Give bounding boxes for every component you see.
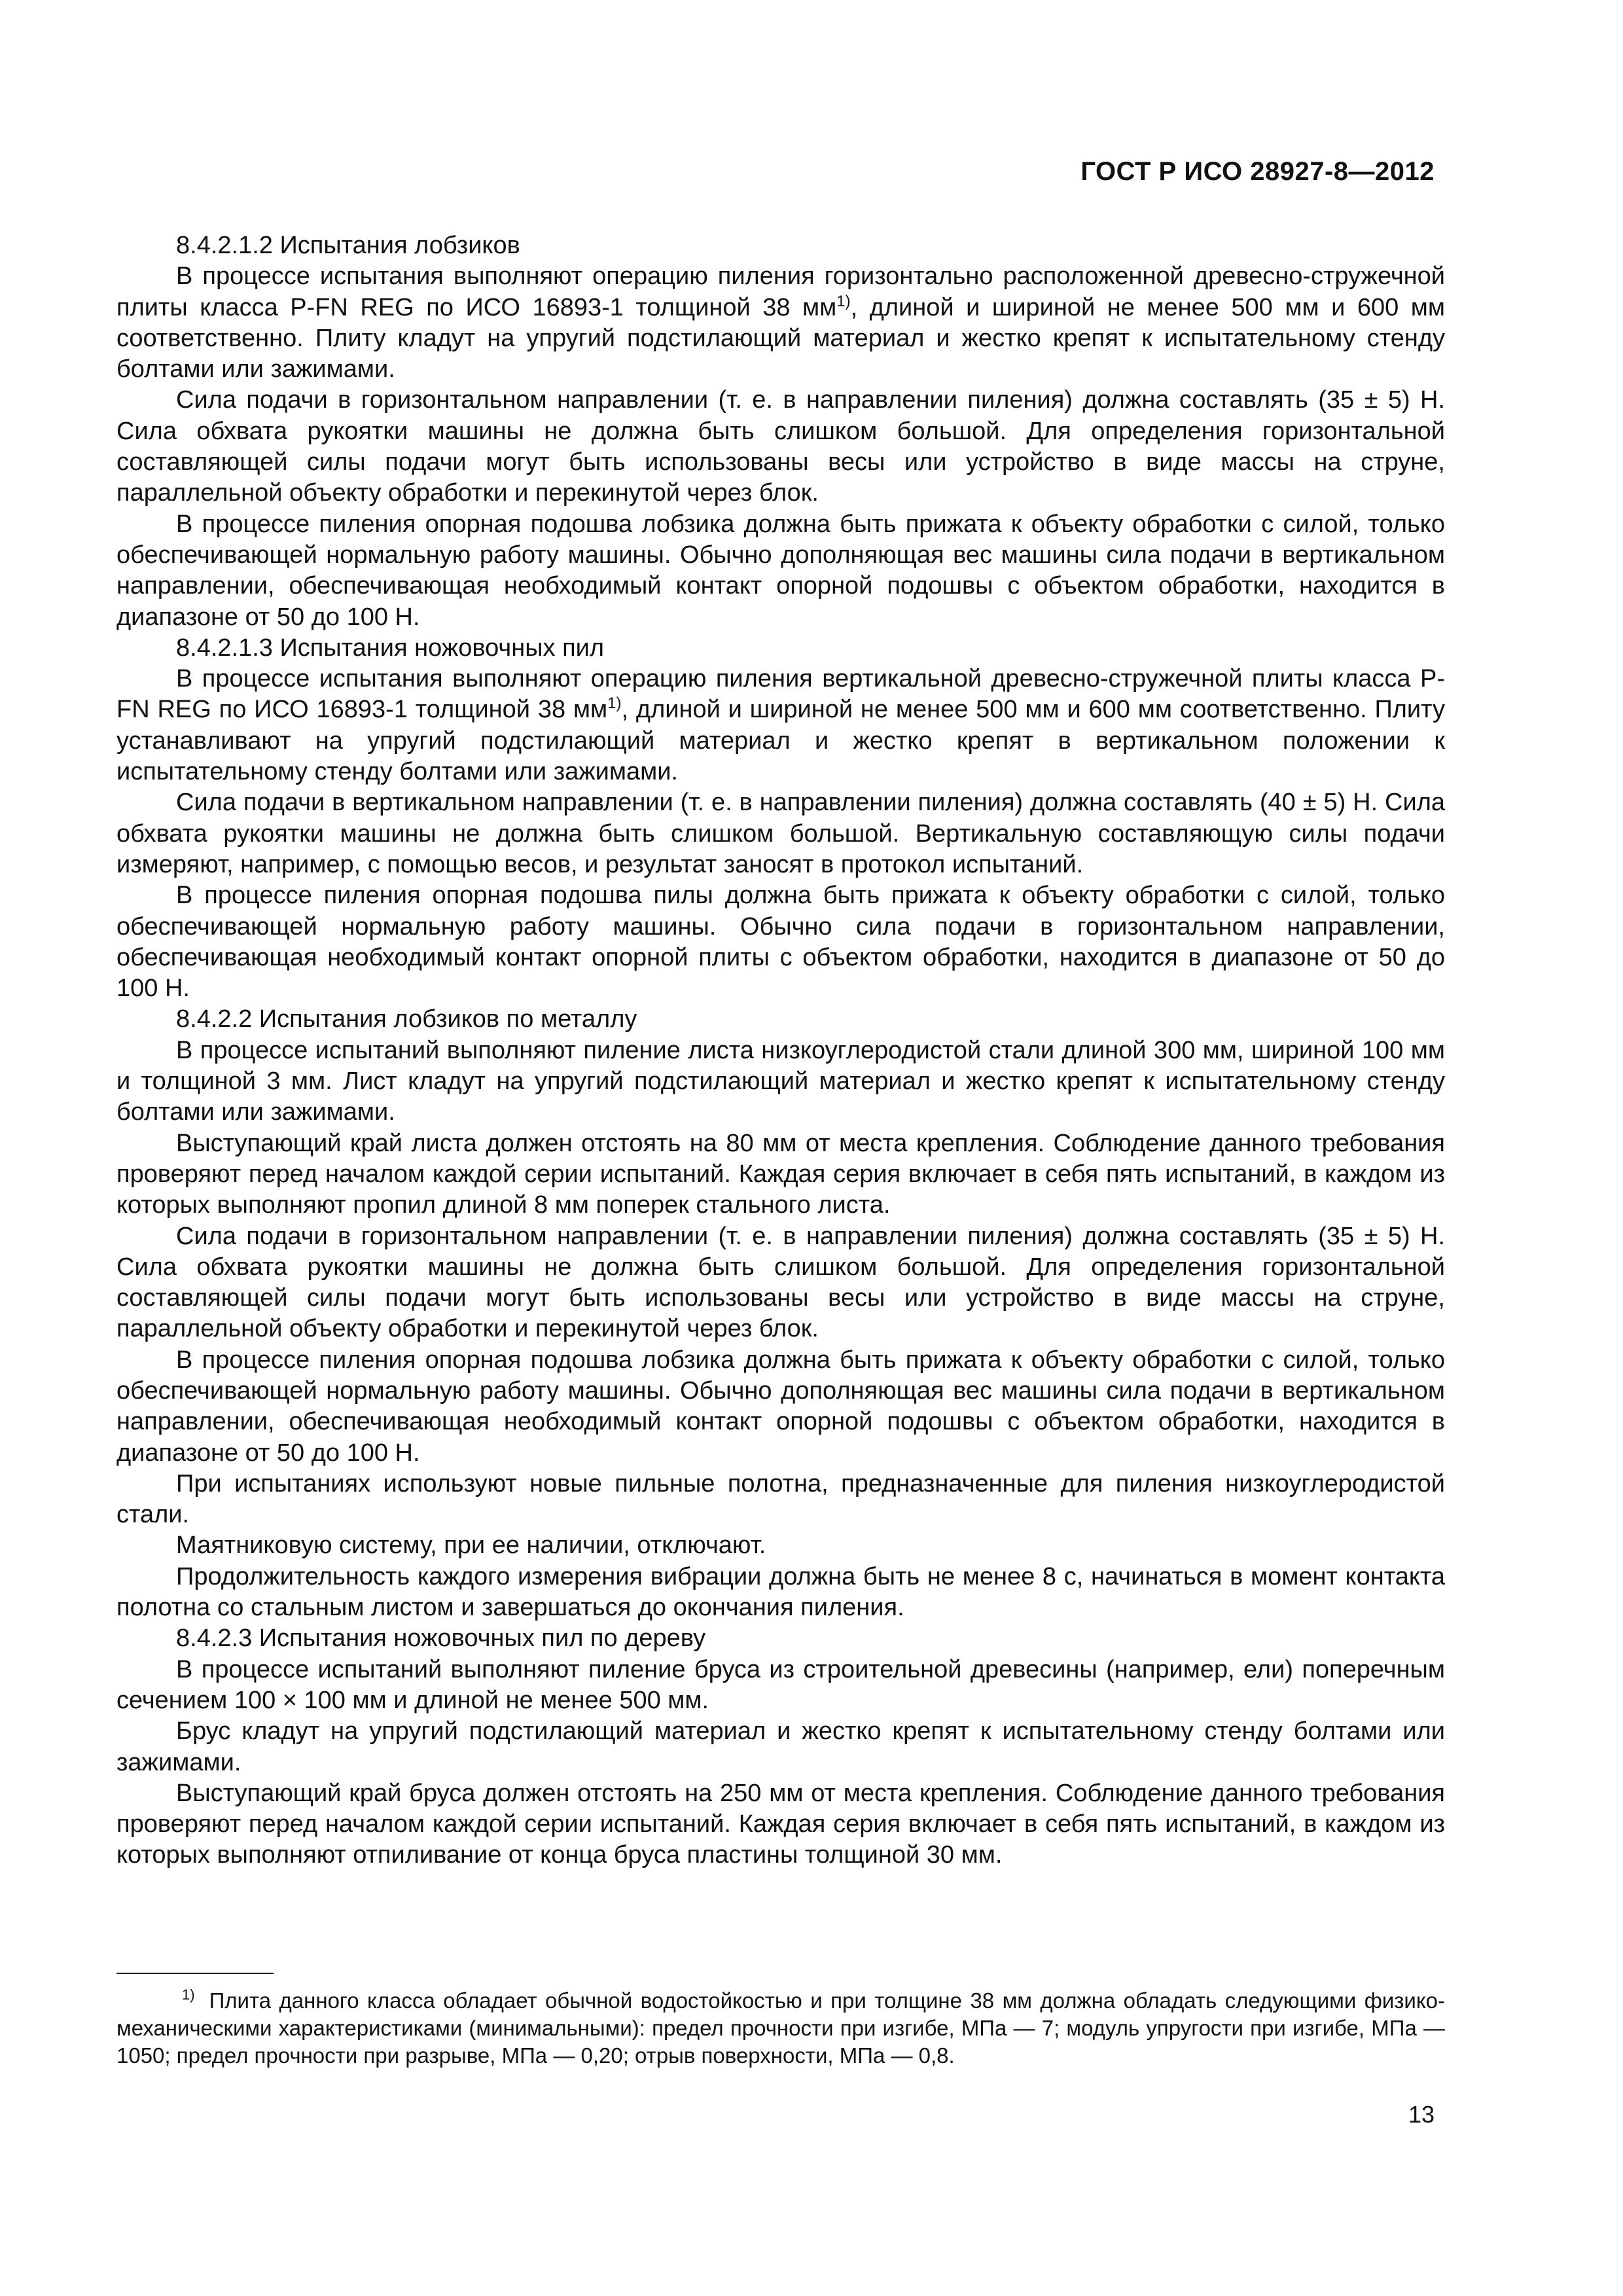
- footnote-text: Плита данного класса обладает обычной водостойкостью и при толщине 38 мм должна обладать следующими физико-механическими характеристиками (минимальными): предел прочности при изгибе, МПа — 7; модуль упругости при изгибе, МПа — 1050; предел прочности при разрыве, МПа — 0,20; отрыв поверхности, МПа — 0,8.: [116, 1988, 1445, 2068]
- paragraph: В процессе испытаний выполняют пиление листа низкоуглеродистой стали длиной 300 мм, шириной 100 мм и толщиной 3 мм. Лист кладут на упругий подстилающий материал и жестко крепят к испытательному стенду болтами или зажимами.: [116, 1036, 1445, 1126]
- paragraph: Маятниковую систему, при ее наличии, отключают.: [176, 1532, 766, 1560]
- paragraph: В процессе пиления опорная подошва лобзика должна быть прижата к объекту обработки с силой, только обеспечивающей нормальную работу машины. Обычно дополняющая вес машины сила подачи в вертикальном направлении, обеспечивающая необходимый контакт опорной подошвы с объектом обработки, находится в диапазоне от 50 до 100 Н.: [116, 1346, 1445, 1467]
- paragraph: Сила подачи в вертикальном направлении (т. е. в направлении пиления) должна составлять (40 ± 5) Н. Сила обхвата рукоятки машины не должна быть слишком большой. Вертикальную составляющую силы подачи измеряют, например, с помощью весов, и результат заносят в протокол испытаний.: [116, 789, 1445, 878]
- paragraph-text: В процессе испытания выполняют операцию пиления горизонтально расположенной древесно-стружечной плиты класса P-FN REG по ИСО 16893-1 толщиной 38 мм: [116, 262, 1445, 321]
- paragraph: В процессе пиления опорная подошва лобзика должна быть прижата к объекту обработки с силой, только обеспечивающей нормальную работу машины. Обычно дополняющая вес машины сила подачи в вертикальном направлении, обеспечивающая необходимый контакт опорной подошвы с объектом обработки, находится в диапазоне от 50 до 100 Н.: [116, 510, 1445, 631]
- main-text: [116, 230, 1445, 1871]
- page-number: 13: [1408, 2101, 1435, 2128]
- paragraph-text: В процессе испытания выполняют операцию пиления вертикальной древесно-стружечной плиты класса P-FN REG по ИСО 16893-1 толщиной 38 мм: [116, 665, 1445, 724]
- paragraph: При испытаниях используют новые пильные полотна, предназначенные для пиления низкоуглеродистой стали.: [116, 1469, 1445, 1529]
- footnote-divider: [116, 1973, 274, 1974]
- paragraph: Продолжительность каждого измерения вибрации должна быть не менее 8 с, начинаться в момент контакта полотна со стальным листом и завершаться до окончания пиления.: [116, 1562, 1445, 1622]
- section-heading-8-4-2-2: 8.4.2.2 Испытания лобзиков по металлу: [176, 1005, 637, 1033]
- paragraph: Выступающий край бруса должен отстоять на 250 мм от места крепления. Соблюдение данного требования проверяют перед началом каждой серии испытаний. Каждая серия включает в себя пять испытаний, в каждом из которых выполняют отпиливание от конца бруса пластины толщиной 30 мм.: [116, 1779, 1445, 1869]
- footnote-ref: 1): [607, 694, 622, 713]
- paragraph: Сила подачи в горизонтальном направлении (т. е. в направлении пиления) должна составлять (35 ± 5) Н. Сила обхвата рукоятки машины не должна быть слишком большой. Для определения горизонтальной составляющей силы подачи могут быть использованы весы или устройство в виде массы на струне, параллельной объекту обработки и перекинутой через блок.: [116, 1222, 1445, 1343]
- paragraph: Брус кладут на упругий подстилающий материал и жестко крепят к испытательному стенду болтами или зажимами.: [116, 1717, 1445, 1776]
- paragraph: [116, 261, 1445, 385]
- footnotes: [116, 1987, 1445, 2070]
- section-heading-8-4-2-3: 8.4.2.3 Испытания ножовочных пил по дереву: [176, 1624, 706, 1653]
- paragraph: Выступающий край листа должен отстоять на 80 мм от места крепления. Соблюдение данного требования проверяют перед началом каждой серии испытаний. Каждая серия включает в себя пять испытаний, в каждом из которых выполняют пропил длиной 8 мм поперек стального листа.: [116, 1129, 1445, 1219]
- paragraph: В процессе испытаний выполняют пиление бруса из строительной древесины (например, ели) поперечным сечением 100 × 100 мм и длиной не менее 500 мм.: [116, 1655, 1445, 1714]
- footnote-ref: 1): [836, 292, 851, 310]
- footnote: [116, 1987, 1445, 2070]
- paragraph: Сила подачи в горизонтальном направлении (т. е. в направлении пиления) должна составлять (35 ± 5) Н. Сила обхвата рукоятки машины не должна быть слишком большой. Для определения горизонтальной составляющей силы подачи могут быть использованы весы или устройство в виде массы на струне, параллельной объекту обработки и перекинутой через блок.: [116, 386, 1445, 507]
- section-heading-8-4-2-1-3: 8.4.2.1.3 Испытания ножовочных пил: [176, 634, 605, 662]
- section-heading-8-4-2-1-2: 8.4.2.1.2 Испытания лобзиков: [176, 232, 520, 259]
- paragraph-text: , длиной и шириной не менее 500 мм и 600 мм соответственно. Плиту кладут на упругий подстилающий материал и жестко крепят к испытательному стенду болтами или зажимами.: [116, 293, 1445, 384]
- document-code-header: ГОСТ Р ИСО 28927-8—2012: [1080, 157, 1435, 186]
- paragraph: В процессе пиления опорная подошва пилы должна быть прижата к объекту обработки с силой, только обеспечивающей нормальную работу машины. Обычно сила подачи в горизонтальном направлении, обеспечивающая необходимый контакт опорной плиты с объектом обработки, находится в диапазоне от 50 до 100 Н.: [116, 882, 1445, 1003]
- paragraph-text: , длиной и шириной не менее 500 мм и 600 мм соответственно. Плиту устанавливают на упругий подстилающий материал и жестко крепят в вертикальном положении к испытательному стенду болтами или зажимами.: [116, 696, 1445, 786]
- paragraph: [116, 664, 1445, 787]
- footnote-marker: 1): [182, 1986, 195, 2003]
